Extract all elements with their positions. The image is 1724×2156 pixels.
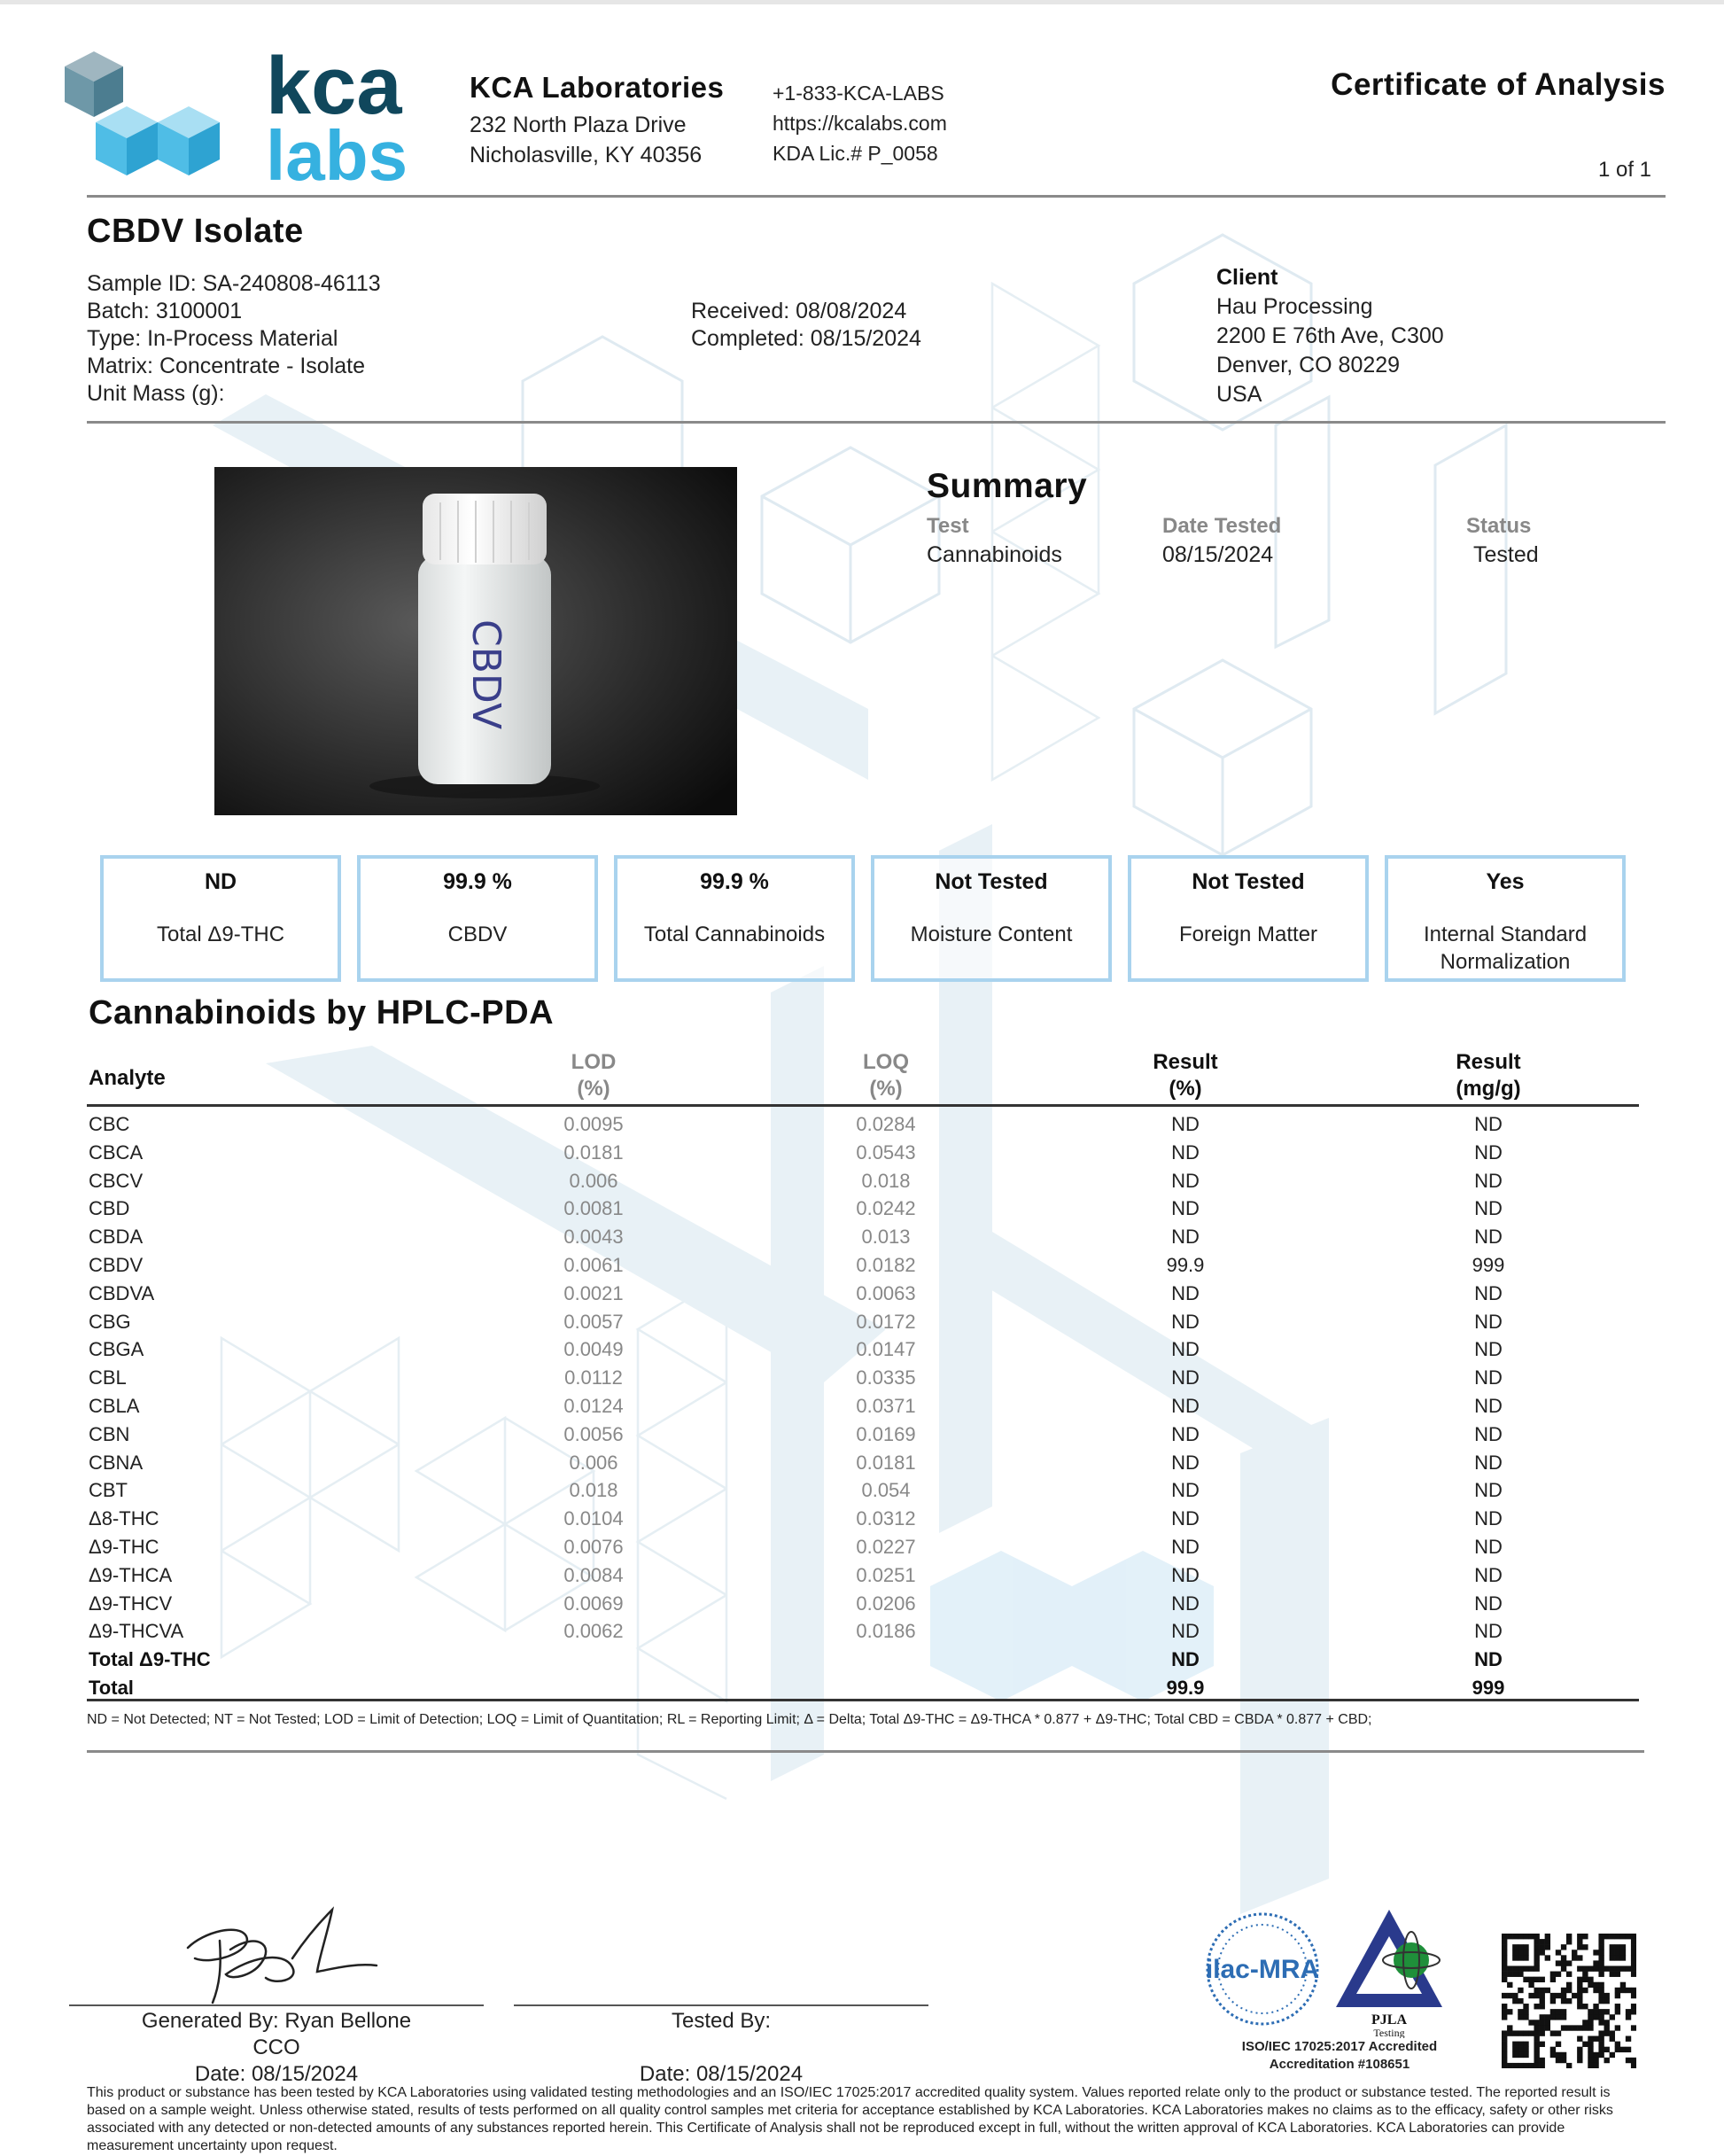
cell-result-pct: ND xyxy=(1171,1281,1200,1304)
cell-result-pct: ND xyxy=(1171,1395,1200,1417)
cell-result-pct: ND xyxy=(1171,1479,1200,1502)
cell-lod: 0.018 xyxy=(569,1479,618,1502)
cell-result-mg: ND xyxy=(1474,1563,1503,1586)
col-loq-unit: (%) xyxy=(869,1077,903,1101)
cell-analyte: Δ8-THC xyxy=(89,1507,159,1530)
cell-loq: 0.0312 xyxy=(856,1507,916,1530)
ilac-text: ilac-MRA xyxy=(1205,1955,1320,1984)
box-value: Not Tested xyxy=(1192,869,1305,894)
tested-by: Tested By: xyxy=(671,2009,772,2033)
section-title: Cannabinoids by HPLC-PDA xyxy=(89,994,555,1031)
cell-loq: 0.0251 xyxy=(856,1563,916,1586)
cell-loq: 0.0063 xyxy=(856,1281,916,1304)
matrix: Matrix: Concentrate - Isolate xyxy=(87,354,366,378)
lab-name: KCA Laboratories xyxy=(470,71,725,104)
cube-logo-icon xyxy=(60,44,432,186)
cell-lod: 0.0076 xyxy=(563,1536,624,1558)
table-row xyxy=(89,1140,1639,1168)
cell-loq: 0.0172 xyxy=(856,1310,916,1333)
col-result-pct xyxy=(1097,1049,1274,1102)
cell-result-pct: ND xyxy=(1171,1620,1200,1643)
box-label: Foreign Matter xyxy=(1178,922,1318,946)
table-row xyxy=(89,1336,1639,1365)
disclaimer: This product or substance has been tested by KCA Laboratories using validated testing methodologies and an ISO/IEC 17025:2017 accredited quality system. Values reported relate only to the product or substance tested. The reported result is based on a sample weight. Unless otherwise stated, results of tests performed on all quality control samples met criteria for acceptance established by KCA Laboratories. KCA Laboratories makes no claims as to the efficacy, safety or other risks associated with any detected or non-detected amounts of any substances reported herein. This Certificate of Analysis shall not be reproduced except in full, without the written approval of KCA Laboratories. KCA Laboratories can provide measurement uncertainty upon request. xyxy=(87,2085,1613,2153)
client-heading: Client xyxy=(1216,265,1278,290)
cell-analyte: Δ9-THCVA xyxy=(89,1620,184,1643)
signature-line xyxy=(514,2004,928,2006)
signature-image xyxy=(177,1896,381,2012)
box-value: Not Tested xyxy=(935,869,1048,894)
cell-result-mg: ND xyxy=(1474,1140,1503,1164)
cell-lod: 0.0057 xyxy=(563,1310,624,1333)
cell-result-pct: ND xyxy=(1171,1310,1200,1333)
cell-analyte: CBLA xyxy=(89,1395,140,1417)
cell-result-pct: ND xyxy=(1171,1563,1200,1586)
cell-lod: 0.0112 xyxy=(564,1366,623,1389)
cell-result-mg: 999 xyxy=(1472,1254,1505,1276)
table-row xyxy=(89,1252,1639,1280)
completed-date: Completed: 08/15/2024 xyxy=(691,326,921,351)
cell-result-pct: ND xyxy=(1171,1197,1200,1220)
cell-result-pct: ND xyxy=(1171,1592,1200,1615)
col-lod xyxy=(505,1049,682,1102)
cell-loq: 0.054 xyxy=(861,1479,911,1502)
box-value: Yes xyxy=(1486,869,1525,894)
vial-photo-icon xyxy=(214,467,737,815)
col-lod-unit: (%) xyxy=(577,1077,610,1101)
box-label: Moisture Content xyxy=(910,922,1073,946)
pjla-text: PJLA xyxy=(1371,2012,1407,2028)
unit-mass: Unit Mass (g): xyxy=(87,381,225,406)
qr-code-icon xyxy=(1502,1934,1636,2068)
cell-result-pct: ND xyxy=(1171,1113,1200,1135)
cell-result-mg: ND xyxy=(1474,1620,1503,1643)
cell-loq: 0.0335 xyxy=(856,1366,916,1389)
cell-result-mg: ND xyxy=(1474,1451,1503,1474)
box-label: CBDV xyxy=(447,922,508,946)
cell-loq: 0.0227 xyxy=(856,1536,916,1558)
cell-analyte: CBCV xyxy=(89,1169,144,1192)
cell-loq: 0.0182 xyxy=(856,1254,916,1276)
cell-result-mg: ND xyxy=(1474,1169,1503,1192)
cell-lod: 0.006 xyxy=(569,1451,618,1474)
cell-result-pct: ND xyxy=(1171,1366,1200,1389)
client-name: Hau Processing xyxy=(1216,294,1373,319)
pjla-icon xyxy=(1336,1905,1460,2038)
cell-analyte: CBL xyxy=(89,1366,127,1389)
cell-result-mg: ND xyxy=(1474,1281,1503,1304)
license-number: KDA Lic.# P_0058 xyxy=(773,142,938,165)
cell-result-pct: 99.9 xyxy=(1166,1254,1205,1276)
cell-result-mg: ND xyxy=(1474,1113,1503,1135)
cell-loq: 0.0186 xyxy=(856,1620,916,1643)
table-row xyxy=(89,1111,1639,1140)
cell-result-mg: ND xyxy=(1474,1226,1503,1249)
col-loq xyxy=(797,1049,975,1102)
cell-analyte: CBDA xyxy=(89,1226,144,1249)
vial-label: CBDV xyxy=(463,619,509,730)
cell-analyte: CBDVA xyxy=(89,1281,155,1304)
generated-date: Date: 08/15/2024 xyxy=(194,2062,359,2086)
address-line: 232 North Plaza Drive xyxy=(470,113,687,137)
cell-result-mg: ND xyxy=(1474,1395,1503,1417)
cell-lod: 0.0049 xyxy=(563,1338,624,1361)
cell-result-mg: ND xyxy=(1474,1310,1503,1333)
cell-loq: 0.0371 xyxy=(856,1395,916,1417)
cell-lod: 0.0043 xyxy=(563,1226,624,1249)
result-box xyxy=(871,855,1112,982)
cell-result-pct: ND xyxy=(1171,1451,1200,1474)
result-box xyxy=(1385,855,1626,982)
table-footnote: ND = Not Detected; NT = Not Tested; LOD = Limit of Detection; LOQ = Limit of Quantitation; RL = Reporting Limit; Δ = Delta; Total Δ9-THC = Δ9-THCA * 0.877 + Δ9-THC; Total CBD = CBDA * 0.877 + CBD; xyxy=(87,1712,1372,1727)
logo-text-bottom: labs xyxy=(266,116,408,186)
cell-lod: 0.0124 xyxy=(563,1395,624,1417)
signature-line xyxy=(69,2004,484,2006)
box-label: Total Cannabinoids xyxy=(643,922,826,946)
col-result-mg-label: Result xyxy=(1456,1050,1521,1074)
signature-icon xyxy=(177,1896,381,2012)
ilac-mra-seal xyxy=(1198,1905,1327,2038)
lab-contact xyxy=(773,78,947,168)
cell-result-pct: ND xyxy=(1171,1422,1200,1445)
table-row xyxy=(89,1421,1639,1450)
header-divider xyxy=(87,195,1666,198)
cell-result-mg: ND xyxy=(1474,1422,1503,1445)
table-row xyxy=(89,1224,1639,1252)
cell-analyte: Δ9-THCA xyxy=(89,1563,173,1586)
pjla-sub: Testing xyxy=(1373,2027,1405,2038)
col-result-pct-unit: (%) xyxy=(1169,1077,1202,1101)
col-result-mg xyxy=(1400,1049,1577,1102)
box-value: 99.9 % xyxy=(443,869,512,894)
cell-analyte: CBT xyxy=(89,1479,128,1502)
type: Type: In-Process Material xyxy=(87,326,338,351)
cell-result-pct: ND xyxy=(1171,1338,1200,1361)
cell-result-mg: ND xyxy=(1474,1592,1503,1615)
cell-analyte: Total Δ9-THC xyxy=(89,1648,211,1671)
col-analyte: Analyte xyxy=(89,1066,166,1090)
summary-status: Tested xyxy=(1473,542,1539,567)
cell-result-pct: ND xyxy=(1171,1648,1200,1671)
result-box xyxy=(614,855,855,982)
box-value: 99.9 % xyxy=(700,869,769,894)
cell-result-mg: ND xyxy=(1474,1536,1503,1558)
cell-lod: 0.0062 xyxy=(563,1620,624,1643)
cell-analyte: Total xyxy=(89,1677,134,1699)
cell-loq: 0.013 xyxy=(861,1226,911,1249)
summary-col-date: Date Tested xyxy=(1162,514,1282,538)
cell-analyte: CBDV xyxy=(89,1254,144,1276)
cell-loq: 0.0543 xyxy=(856,1140,916,1164)
cell-analyte: CBD xyxy=(89,1197,130,1220)
tested-date: Date: 08/15/2024 xyxy=(639,2062,804,2086)
table-row xyxy=(89,1168,1639,1196)
table-row xyxy=(89,1365,1639,1393)
cell-result-mg: ND xyxy=(1474,1338,1503,1361)
spacer xyxy=(514,2035,928,2061)
cell-result-pct: ND xyxy=(1171,1226,1200,1249)
client-city: Denver, CO 80229 xyxy=(1216,353,1401,377)
cell-result-mg: ND xyxy=(1474,1366,1503,1389)
box-label: Internal Standard Normalization xyxy=(1423,922,1588,974)
ilac-mra-icon xyxy=(1198,1905,1327,2038)
batch: Batch: 3100001 xyxy=(87,299,243,323)
table-header-rule xyxy=(87,1104,1639,1107)
cell-lod: 0.0181 xyxy=(563,1140,624,1164)
result-box xyxy=(100,855,341,982)
cell-lod: 0.0056 xyxy=(563,1422,624,1445)
logo-text-top: kca xyxy=(266,44,402,131)
cell-loq: 0.0242 xyxy=(856,1197,916,1220)
cell-result-mg: ND xyxy=(1474,1507,1503,1530)
summary-col-test: Test xyxy=(927,514,969,538)
cell-result-pct: ND xyxy=(1171,1140,1200,1164)
cell-analyte: CBC xyxy=(89,1113,130,1135)
website-link[interactable]: https://kcalabs.com xyxy=(773,112,947,135)
kca-labs-logo xyxy=(60,44,432,186)
document-title: Certificate of Analysis xyxy=(1331,67,1666,102)
cell-loq: 0.0206 xyxy=(856,1592,916,1615)
cell-result-pct: ND xyxy=(1171,1507,1200,1530)
summary-test: Cannabinoids xyxy=(927,542,1062,567)
info-divider xyxy=(87,421,1666,424)
table-total-row xyxy=(89,1646,1639,1675)
summary-col-status: Status xyxy=(1466,514,1532,538)
cell-analyte: CBN xyxy=(89,1422,130,1445)
cell-loq: 0.0181 xyxy=(856,1451,916,1474)
pjla-seal xyxy=(1336,1905,1460,2038)
cell-result-pct: 99.9 xyxy=(1166,1677,1205,1699)
cell-lod: 0.0021 xyxy=(563,1281,624,1304)
qr-code[interactable] xyxy=(1502,1934,1636,2068)
client-street: 2200 E 76th Ave, C300 xyxy=(1216,323,1444,348)
footer-divider xyxy=(87,1750,1644,1753)
cell-result-pct: ND xyxy=(1171,1536,1200,1558)
lab-address xyxy=(470,110,702,170)
table-row xyxy=(89,1393,1639,1421)
cell-loq: 0.0284 xyxy=(856,1113,916,1135)
tested-by-block xyxy=(514,2008,928,2088)
generated-role: CCO xyxy=(252,2035,300,2059)
cell-analyte: CBCA xyxy=(89,1140,144,1164)
table-row xyxy=(89,1562,1639,1591)
summary-title: Summary xyxy=(927,467,1088,505)
col-result-mg-unit: (mg/g) xyxy=(1456,1077,1521,1101)
col-lod-label: LOD xyxy=(571,1050,617,1074)
received-date: Received: 08/08/2024 xyxy=(691,299,907,323)
box-label: Total Δ9-THC xyxy=(156,922,285,946)
client-info xyxy=(1216,263,1444,409)
generated-by: Generated By: Ryan Bellone xyxy=(141,2009,412,2033)
cell-lod: 0.0104 xyxy=(563,1507,624,1530)
cell-lod: 0.0084 xyxy=(563,1563,624,1586)
cell-analyte: Δ9-THC xyxy=(89,1536,159,1558)
table-row xyxy=(89,1195,1639,1224)
cell-lod: 0.006 xyxy=(569,1169,618,1192)
cell-analyte: CBNA xyxy=(89,1451,144,1474)
table-row xyxy=(89,1309,1639,1337)
dates-info xyxy=(691,298,921,353)
cell-result-mg: ND xyxy=(1474,1648,1503,1671)
box-value: ND xyxy=(204,869,237,894)
summary-date: 08/15/2024 xyxy=(1162,542,1274,567)
cell-result-mg: ND xyxy=(1474,1197,1503,1220)
col-loq-label: LOQ xyxy=(863,1050,909,1074)
cell-loq: 0.0147 xyxy=(856,1338,916,1361)
col-result-pct-label: Result xyxy=(1153,1050,1218,1074)
address-line: Nicholasville, KY 40356 xyxy=(470,143,703,167)
table-row xyxy=(89,1280,1639,1309)
product-photo xyxy=(214,467,737,815)
cell-result-mg: ND xyxy=(1474,1479,1503,1502)
sample-id: Sample ID: SA-240808-46113 xyxy=(87,271,381,296)
cell-lod: 0.0081 xyxy=(563,1197,624,1220)
generated-by-block xyxy=(69,2008,484,2088)
table-row xyxy=(89,1618,1639,1646)
cell-lod: 0.0069 xyxy=(563,1592,624,1615)
result-box xyxy=(1128,855,1369,982)
result-box xyxy=(357,855,598,982)
cell-analyte: CBG xyxy=(89,1310,131,1333)
accreditation-line2: Accreditation #108651 xyxy=(1269,2057,1410,2072)
table-bottom-rule xyxy=(87,1699,1639,1701)
cell-result-mg: 999 xyxy=(1472,1677,1505,1699)
accreditation-line1: ISO/IEC 17025:2017 Accredited xyxy=(1241,2039,1438,2054)
cell-result-pct: ND xyxy=(1171,1169,1200,1192)
table-row xyxy=(89,1534,1639,1562)
accreditation-text xyxy=(1207,2038,1472,2074)
table-row xyxy=(89,1591,1639,1619)
page-number: 1 of 1 xyxy=(1597,158,1651,182)
table-row xyxy=(89,1450,1639,1478)
cell-loq: 0.0169 xyxy=(856,1422,916,1445)
table-row xyxy=(89,1477,1639,1506)
cell-analyte: Δ9-THCV xyxy=(89,1592,173,1615)
cell-analyte: CBGA xyxy=(89,1338,144,1361)
sample-info xyxy=(87,270,381,408)
product-title: CBDV Isolate xyxy=(87,213,304,250)
cell-loq: 0.018 xyxy=(861,1169,911,1192)
phone: +1-833-KCA-LABS xyxy=(773,82,944,105)
client-country: USA xyxy=(1216,382,1262,407)
cell-lod: 0.0061 xyxy=(563,1254,624,1276)
cell-lod: 0.0095 xyxy=(563,1113,624,1135)
table-row xyxy=(89,1506,1639,1534)
